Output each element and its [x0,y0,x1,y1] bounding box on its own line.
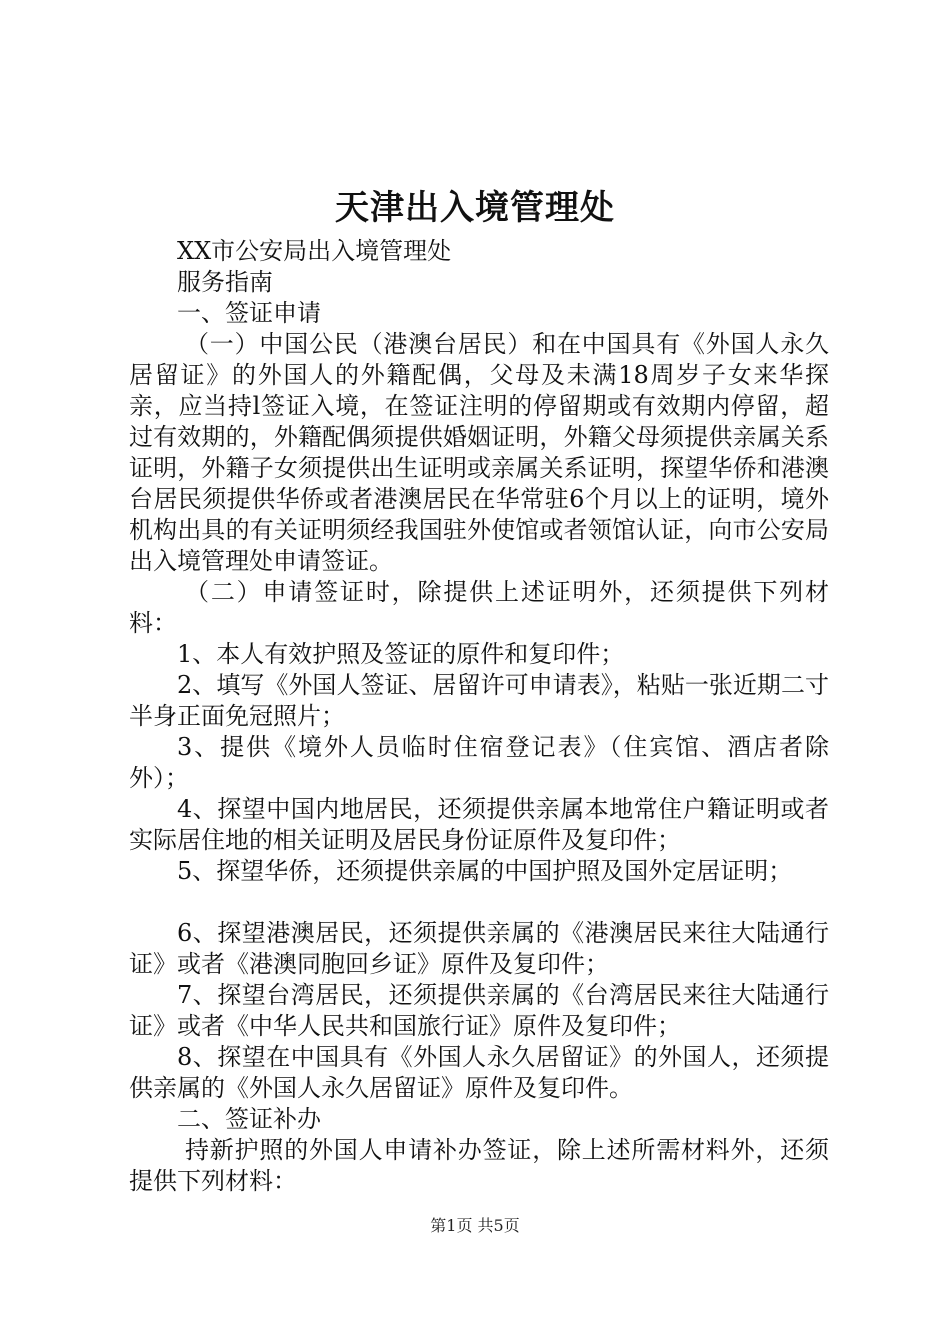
paragraph-service-guide: 服务指南 [177,268,273,296]
paragraph-visa-eligibility: （一）中国公民（港澳台居民）和在中国具有《外国人永久居留证》的外国人的外籍配偶，父母及未满18周岁子女来华探亲，应当持l签证入境，在签证注明的停留期或有效期内停留，超过有效期的，外籍配偶须提供婚姻证明，外籍父母须提供亲属关系证明，外籍子女须提供出生证明或亲属关系证明，探望华侨和港澳台居民须提供华侨或者港澳居民在华常驻6个月以上的证明，境外机构出具的有关证明须经我国驻外使馆或者领馆认证，向市公安局出入境管理处申请签证。 [129,330,829,575]
list-item-1: 1、本人有效护照及签证的原件和复印件； [177,640,625,668]
paragraph-office-name: XX市公安局出入境管理处 [177,237,452,265]
list-item-3: 3、提供《境外人员临时住宿登记表》（住宾馆、酒店者除外）； [129,733,829,792]
list-item-5: 5、探望华侨，还须提供亲属的中国护照及国外定居证明； [177,857,793,885]
list-item-6: 6、探望港澳居民，还须提供亲属的《港澳居民来往大陆通行证》或者《港澳同胞回乡证》原件及复印件； [129,919,829,978]
heading-visa-reissue: 二、签证补办 [177,1105,321,1133]
paragraph-materials-intro: （二）申请签证时，除提供上述证明外，还须提供下列材料： [129,578,829,637]
document-body [129,236,829,1197]
heading-visa-application: 一、签证申请 [177,299,321,327]
page-footer: 第1页 共5页 [430,1216,520,1235]
blank-line [129,887,829,918]
list-item-7: 7、探望台湾居民，还须提供亲属的《台湾居民来往大陆通行证》或者《中华人民共和国旅行证》原件及复印件； [129,981,829,1040]
list-item-8: 8、探望在中国具有《外国人永久居留证》的外国人，还须提供亲属的《外国人永久居留证》原件及复印件。 [129,1043,829,1102]
paragraph-visa-reissue: 持新护照的外国人申请补办签证，除上述所需材料外，还须提供下列材料： [129,1136,829,1195]
document-title: 天津出入境管理处 [335,188,615,228]
list-item-2: 2、填写《外国人签证、居留许可申请表》，粘贴一张近期二寸半身正面免冠照片； [129,671,829,730]
list-item-4: 4、探望中国内地居民，还须提供亲属本地常住户籍证明或者实际居住地的相关证明及居民身份证原件及复印件； [129,795,829,854]
